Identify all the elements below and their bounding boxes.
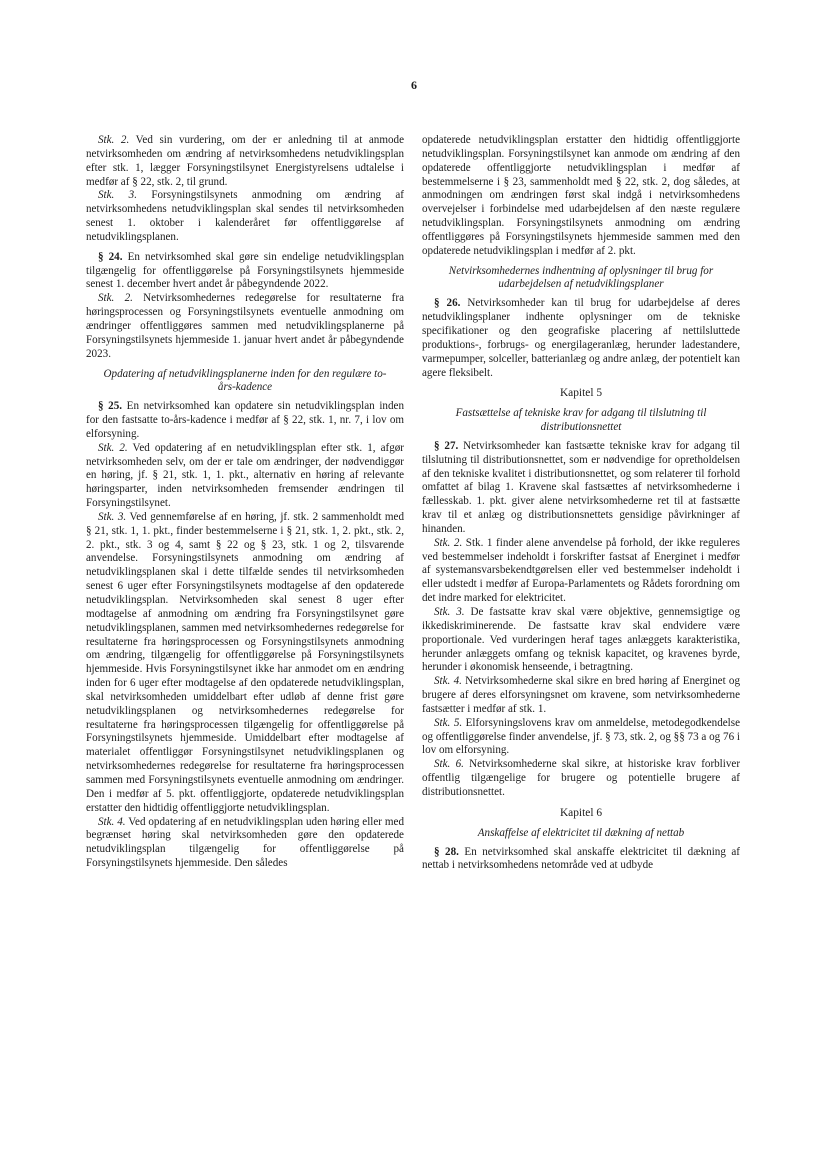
paragraph-lead: Stk. 4.: [434, 675, 462, 688]
paragraph-text: Forsyningstilsynets anmodning om ændring af netvirksomhedens netudviklingsplan skal sendes til netvirksomheden senest 1. oktober i kalenderåret før offentliggørelse af netudviklingsplanen.: [86, 189, 404, 243]
section-number: § 28.: [434, 845, 459, 858]
paragraph-lead: Stk. 3.: [98, 510, 127, 523]
paragraph: [422, 717, 740, 759]
chapter-heading: Kapitel 6: [559, 806, 603, 819]
paragraph-text: Stk. 1 finder alene anvendelse på forhold, der ikke reguleres ved bestemmelser indeholdt i forskrifter fastsat af Energinet i medfør af systemansvarsbekendtgørelsen eller ved bestemmelser indeholdt i eller udstedt i medfør af Europa-Parlamentets og Rådets forordning om det indre marked for elektricitet.: [422, 536, 740, 605]
paragraph-text: Netvirksomheder kan til brug for udarbejdelse af deres netudviklingsplaner indhente oplysninger om de tekniske specifikationer og den geografiske placering af nettilsluttede produktions-, forbrugs- og energilageranlæg, herunder ladestandere, varmepumper, solceller, batterianlæg og andre anlæg, der potentielt kan agere fleksibelt.: [422, 297, 741, 379]
paragraph-text: Netvirksomhedernes redegørelse for resultaterne fra høringsprocessen og Forsyningstilsynets eventuelle anmodning om ændringer offentliggøres sammen med netudviklingsplanerne på Forsyningstilsynets hjemmeside 1. januar hvert andet år påbegyndende 2023.: [86, 292, 404, 360]
paragraph-lead: Stk. 2.: [98, 292, 133, 305]
paragraph: [86, 251, 404, 293]
section-heading: Fastsættelse af tekniske krav for adgang til tilslutning til distributionsnettet: [455, 407, 707, 434]
paragraph-text: En netvirksomhed kan opdatere sin netudviklingsplan inden for den fastsatte to-års-kadence i medfør af § 22, stk. 1, nr. 7, i lov om elforsyning.: [86, 400, 404, 440]
paragraph: [422, 537, 740, 606]
section-number: § 24.: [98, 250, 123, 263]
paragraph: [422, 846, 740, 874]
paragraph-text: De fastsatte krav skal være objektive, gennemsigtige og ikkediskriminerende. De fastsatte krav skal endvidere være proportionale. Ved vurderingen heraf tages anlæggets karakteristika, herunder anlæggets omfang og teknisk kapacitet, og kravenes byrde, herunder i økonomisk henseende, i betragtning.: [422, 606, 740, 674]
paragraph: [422, 440, 740, 537]
section-heading: Anskaffelse af elektricitet til dækning af nettab: [477, 826, 685, 839]
paragraph-lead: Stk. 3.: [434, 606, 465, 618]
paragraph: [86, 816, 404, 871]
section-number: § 25.: [98, 400, 123, 413]
paragraph-text: Netvirksomheder kan fastsætte tekniske krav for adgang til tilslutning til distributionsnettet, som er nødvendige for opretholdelsen af den tekniske kvalitet i distributionsnettet, og som relaterer til forhold omfattet af bilag 1. Kravene skal fastsættes af netvirksomhederne i fællesskab. 1. pkt. giver alene netvirksomhederne ret til at fastsætte krav til et anlæg og distributionsnettets gensidige påvirkninger af hinanden.: [422, 439, 741, 535]
paragraph-text: Elforsyningslovens krav om anmeldelse, metodegodkendelse og offentliggørelse finder anvendelse, jf. § 73, stk. 2, og §§ 73 a og 76 i lov om elforsyning.: [422, 716, 740, 757]
paragraph-text: Netvirksomhederne skal sikre en bred høring af Energinet og brugere af deres elforsyningsnet om kravene, som netvirksomhederne fastsætter i medfør af stk. 1.: [422, 675, 741, 715]
paragraph: [422, 134, 740, 259]
paragraph-text: Netvirksomhederne skal sikre, at historiske krav forbliver offentlig tilgængelige for brugere og potentielle brugere af distributionsnettet.: [422, 758, 741, 798]
paragraph-lead: Stk. 5.: [434, 716, 463, 729]
section-number: § 27.: [434, 439, 459, 452]
page-number: 6: [411, 78, 417, 92]
paragraph-lead: Stk. 6.: [434, 758, 464, 771]
paragraph-text: Ved sin vurdering, om der er anledning til at anmode netvirksomheden om ændring af netvirksomhedens netudviklingsplan efter stk. 1, lægger Forsyningstilsynet Energistyrelsens udtalelse i medfør af § 22, stk. 2, til grund.: [86, 134, 404, 188]
paragraph: [86, 292, 404, 361]
paragraph-text: Ved opdatering af en netudviklingsplan efter stk. 1, afgør netvirksomheden selv, om der er tale om ændringer, der nødvendiggør en høring, jf. § 21, stk. 1, 1. pkt., alternativ en høring af relevante høringsparter, inden netvirksomheden fremsender ændringen til Forsyningstilsynet.: [86, 441, 404, 510]
paragraph: [86, 134, 404, 189]
paragraph-text: Ved gennemførelse af en høring, jf. stk. 2 sammenholdt med § 21, stk. 1, 1. pkt., finder bestemmelserne i § 21, stk. 1, 2. pkt., stk. 2, 2. pkt., stk. 3 og 4, samt § 22 og § 23, stk. 1 og 2, tilsvarende anvendelse. Forsyningstilsynets anmodning om ændring af netudviklingsplanen skal i dette tilfælde sendes til netvirksomheden senest 6 uger efter Forsyningstilsynets modtagelse af den opdaterede netudviklingsplan. Netvirksomheden skal senest 8 uger efter modtagelse af anmodning om ændring fra Forsyningstilsynet gøre netudviklingsplanen, sammen med netvirksomhedernes redegørelse for resultaterne fra høringsprocessen og Forsyningstilsynets anmodning om ændring, tilgængelig for offentliggørelse på Forsyningstilsynets hjemmeside. Hvis Forsyningstilsynet ikke har anmodet om en ændring inden for 6 uger efter modtagelse af den opdaterede netudviklingsplan, skal netvirksomheden umiddelbart efter udløb af denne frist gøre netudviklingsplanen og netvirksomhedernes redegørelse for resultaterne fra høringsprocessen tilgængelig for offentliggørelse på Forsyningstilsynets hjemmeside. Umiddelbart efter modtagelse af materialet offentliggør Forsyningstilsynet netudviklingsplanen og netvirksomhedernes redegørelse for resultaterne fra høringsprocessen sammen med Forsyningstilsynets eventuelle anmodning om ændringer. Den i medfør af 5. pkt. offentliggjorte, opdaterede netudviklingsplan erstatter den hidtidig offentliggjorte netudviklingsplan.: [86, 510, 405, 814]
paragraph-lead: Stk. 4.: [98, 815, 126, 828]
paragraph-lead: Stk. 3.: [98, 189, 137, 202]
paragraph-lead: Stk. 2.: [434, 536, 463, 549]
section-heading: Netvirksomhedernes indhentning af oplysninger til brug for udarbejdelsen af netudviklingsplaner: [448, 264, 714, 291]
paragraph: [422, 758, 740, 800]
left-column: [86, 134, 404, 871]
paragraph: [422, 297, 740, 380]
paragraph-lead: Stk. 2.: [98, 134, 130, 146]
paragraph-text: opdaterede netudviklingsplan erstatter den hidtidig offentliggjorte netudviklingsplan. Forsyningstilsynet kan anmode om ændring af den opdaterede offentliggjorte netudviklingsplan i medfør af bestemmelserne i § 23, sammenholdt med § 22, stk. 2, dog således, at anmodningen om ændringen først skal indgå i netvirksomhedens overvejelser i forbindelse med udarbejdelsen af den næste regulære netudviklingsplan. Forsyningstilsynets anmodning om ændring offentliggøres på Forsyningstilsynets hjemmeside sammen med den opdaterede netudviklingsplan i medfør af 2. pkt.: [422, 134, 740, 257]
paragraph: [422, 675, 740, 717]
section-heading: Opdatering af netudviklingsplanerne inden for den regulære to-års-kadence: [103, 367, 387, 394]
paragraph-text: Ved opdatering af en netudviklingsplan uden høring eller med begrænset høring skal netvirksomheden gøre den opdaterede netudviklingsplan tilgængelig for offentliggørelse på Forsyningstilsynets hjemmeside. Den således: [86, 815, 404, 870]
paragraph-lead: Stk. 2.: [98, 441, 128, 454]
section-number: § 26.: [434, 297, 461, 310]
paragraph: [422, 606, 740, 675]
paragraph-text: En netvirksomhed skal gøre sin endelige netudviklingsplan tilgængelig for offentliggørelse på Forsyningstilsynets hjemmeside senest 1. december hvert andet år påbegyndende 2022.: [86, 250, 405, 291]
paragraph: [86, 189, 404, 244]
paragraph: [86, 400, 404, 442]
chapter-heading: Kapitel 5: [559, 387, 603, 400]
paragraph: [86, 511, 404, 816]
paragraph-text: En netvirksomhed skal anskaffe elektricitet til dækning af nettab i netvirksomhedens netområde ved at udbyde: [422, 845, 740, 872]
paragraph: [86, 442, 404, 511]
right-column: [422, 134, 740, 873]
